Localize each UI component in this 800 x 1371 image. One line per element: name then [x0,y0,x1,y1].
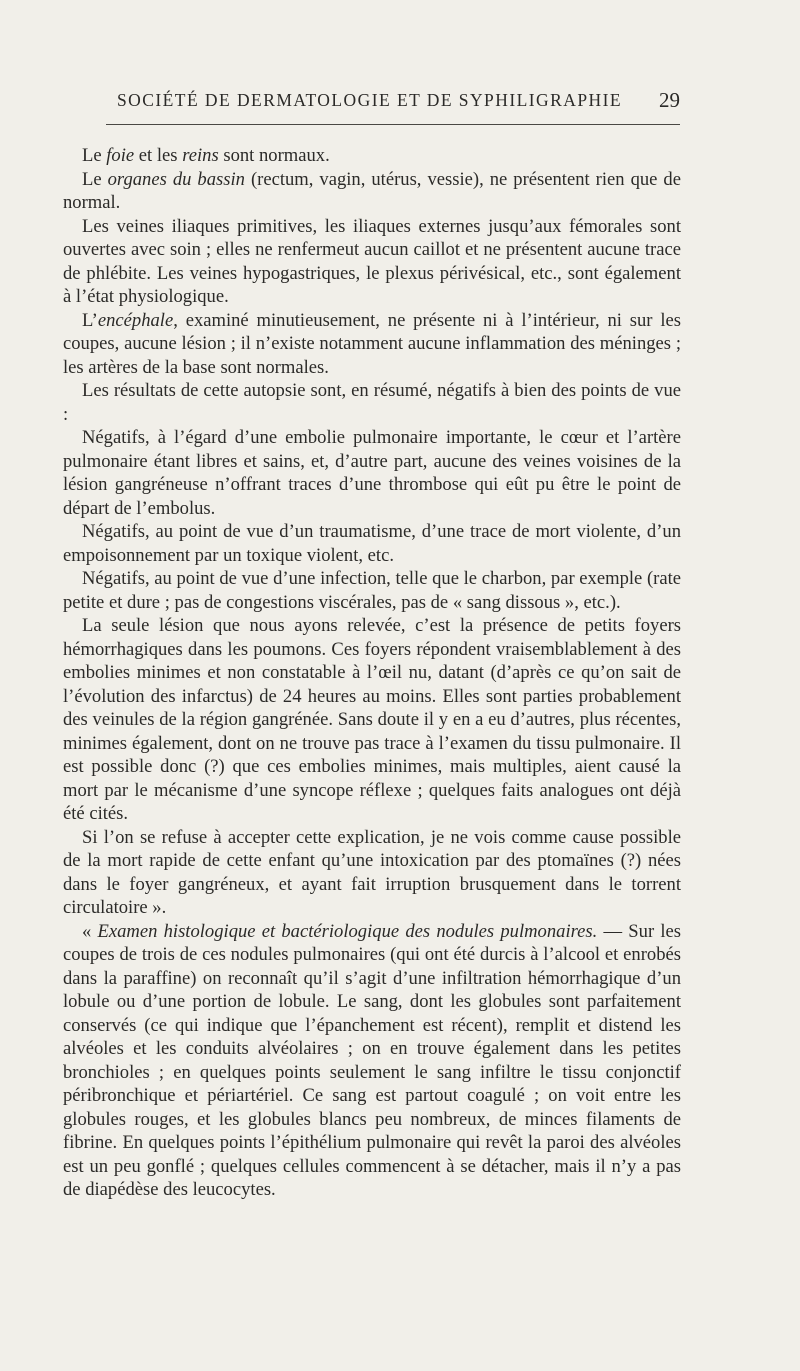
paragraph [63,520,681,567]
italic-term: Examen histologique et bactériologique des nodules pulmonaires. [97,920,598,942]
text-run: et les [134,145,183,166]
paragraph [63,168,681,215]
header-rule [106,124,680,125]
text-run: Si l’on se refuse à accepter cette explication, je ne vois comme cause possible de la mort rapide de cette enfant qu’une intoxication par des ptomaïnes (?) nées dans le foyer gangréneux, et ayant fait irruption brusquement dans le torrent circulatoire ». [63,826,681,918]
italic-term: organes du bassin [107,168,245,190]
paragraph [63,379,681,426]
text-run: Négatifs, au point de vue d’un traumatisme, d’une trace de mort violente, d’un empoisonnement par un toxique violent, etc. [63,521,681,566]
italic-term: foie [106,145,135,166]
paragraph [63,567,681,614]
text-run: Négatifs, à l’égard d’une embolie pulmonaire importante, le cœur et l’artère pulmonaire étant libres et sains, et, d’autre part, aucune des veines voisines de la lésion gangréneuse n’offrant traces d’une thrombose qui eût pu être le point de départ de l’embolus. [63,427,681,519]
paragraph [63,920,681,1202]
paragraph [63,614,681,826]
text-run: « [82,920,98,942]
paragraph [63,215,681,309]
text-run: (rectum, vagin, utérus, vessie), ne présentent rien que de normal. [63,168,681,213]
italic-term: encéphale [97,309,174,331]
running-header [0,84,800,116]
text-run: sont normaux. [218,145,330,166]
italic-term: reins [182,145,219,166]
text-run: Le [82,145,107,166]
text-run: , examiné minutieusement, ne présente ni à l’intérieur, ni sur les coupes, aucune lésion ; il n’existe notamment aucune inflammation des méninges ; les artères de la base sont normales. [63,309,681,378]
text-run: L’ [82,309,98,331]
text-run: Le [82,168,108,190]
paragraph [63,144,681,168]
text-run: Les résultats de cette autopsie sont, en résumé, négatifs à bien des points de vue : [63,380,681,425]
text-run: Les veines iliaques primitives, les iliaques externes jusqu’aux fémorales sont ouvertes avec soin ; elles ne renfermeut aucun caillot et ne présentent aucune trace de phlébite. Les veines hypogastriques, le plexus périvésical, etc., sont également à l’état physiologique. [63,215,681,307]
text-run: Négatifs, au point de vue d’une infection, telle que le charbon, par exemple (rate petite et dure ; pas de congestions viscérales, pas de « sang dissous », etc.). [63,568,681,613]
paragraph [63,309,681,380]
running-title: SOCIÉTÉ DE DERMATOLOGIE ET DE SYPHILIGRAPHIE [117,90,623,110]
page-number: 29 [659,88,680,112]
text-run: — Sur les coupes de trois de ces nodules pulmonaires (qui ont été durcis à l’alcool et enrobés dans la paraffine) on reconnaît qu’il s’agit d’une infiltration hémorrhagique d’un lobule ou d’une portion de lobule. Le sang, dont les globules sont parfaitement conservés (ce qui indique que l’épanchement est récent), remplit et distend les alvéoles et les conduits alvéolaires ; on en trouve également dans les petites bronchioles ; en quelques points seulement le sang infiltre le tissu conjonctif péribronchique et périartériel. Ce sang est partout coagulé ; on voit entre les globules rouges, et les globules blancs peu nombreux, de minces filaments de fibrine. En quelques points l’épithélium pulmonaire qui revêt la paroi des alvéoles est un peu gonflé ; quelques cellules commencent à se détacher, mais il n’y a pas de diapédèse des leucocytes. [63,920,681,1200]
paragraph [63,826,681,920]
paragraph [63,426,681,520]
body-text [63,144,681,1202]
text-run: La seule lésion que nous ayons relevée, c’est la présence de petits foyers hémorrhagiques dans les poumons. Ces foyers répondent vraisemblablement à des embolies minimes et non constatable à l’œil nu, datant (d’après ce qu’on sait de l’évolution des infarctus) de 24 heures au moins. Elles sont parties probablement des veinules de la région gangrénée. Sans doute il y en a eu d’autres, plus récentes, minimes également, dont on ne trouve pas trace à l’examen du tissu pulmonaire. Il est possible donc (?) que ces embolies minimes, mais multiples, aient causé la mort par le mécanisme d’une syncope réflexe ; quelques faits analogues ont déjà été cités. [63,615,681,824]
